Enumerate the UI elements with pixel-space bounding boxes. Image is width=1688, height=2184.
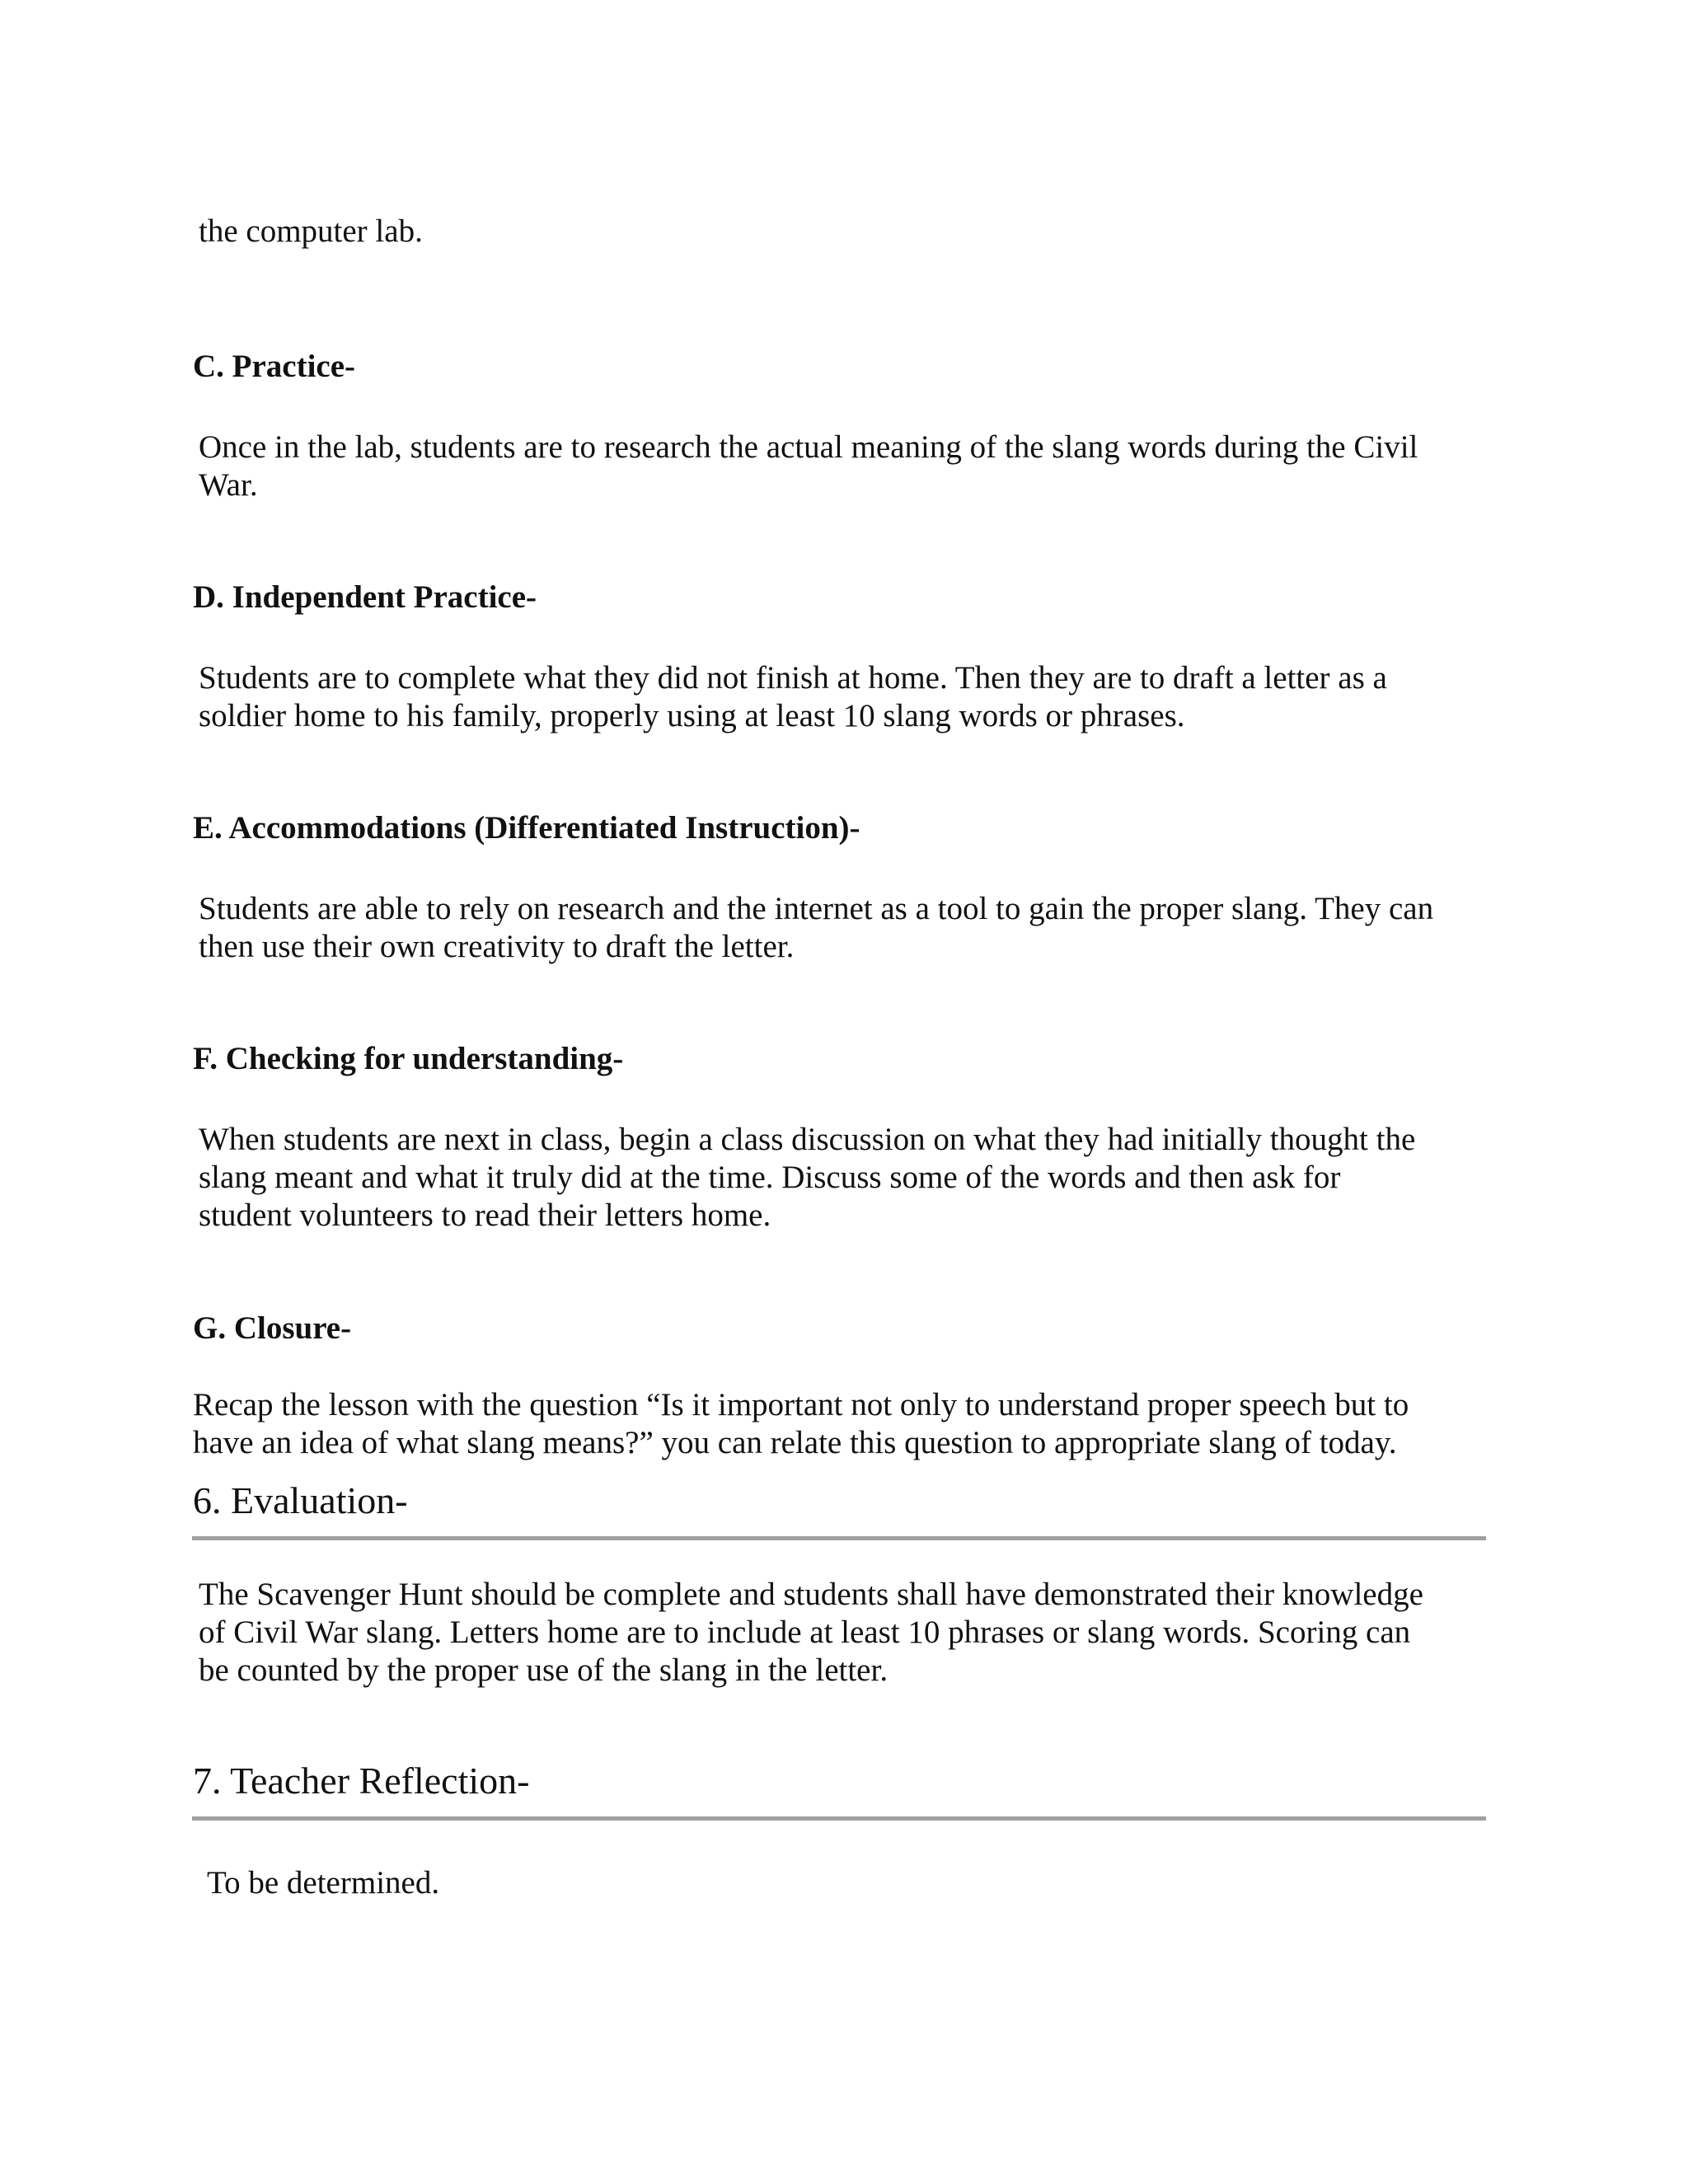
independent-practice-text-line-2: soldier home to his family, properly using at least 10 slang words or phrases.: [199, 698, 1185, 733]
evaluation-text-line-1: The Scavenger Hunt should be complete and students shall have demonstrated their knowledge: [199, 1577, 1423, 1612]
practice-heading: C. Practice-: [193, 349, 356, 384]
teacher-reflection-title: 7. Teacher Reflection-: [193, 1760, 530, 1802]
teacher-reflection-text: To be determined.: [207, 1865, 440, 1900]
accommodations-text-line-1: Students are able to rely on research and the internet as a tool to gain the proper slang. They can: [199, 891, 1434, 926]
evaluation-title: 6. Evaluation-: [193, 1479, 408, 1521]
practice-text-line-1: Once in the lab, students are to research the actual meaning of the slang words during the Civil: [199, 429, 1418, 465]
independent-practice-text-line-1: Students are to complete what they did not finish at home. Then they are to draft a letter as a: [199, 660, 1387, 696]
evaluation-divider: [192, 1536, 1486, 1540]
checking-heading: F. Checking for understanding-: [193, 1041, 624, 1076]
accommodations-text-line-2: then use their own creativity to draft the letter.: [199, 929, 795, 964]
practice-text-line-2: War.: [199, 467, 258, 503]
checking-text-line-3: student volunteers to read their letters home.: [199, 1197, 771, 1233]
evaluation-text-line-3: be counted by the proper use of the slang in the letter.: [199, 1652, 889, 1688]
accommodations-heading: E. Accommodations (Differentiated Instruction)-: [193, 810, 860, 846]
teacher-reflection-divider: [192, 1816, 1486, 1821]
intro-text: the computer lab.: [199, 213, 423, 249]
closure-text-line-1: Recap the lesson with the question “Is it important not only to understand proper speech but to: [193, 1387, 1409, 1422]
closure-text-line-2: have an idea of what slang means?” you can relate this question to appropriate slang of today.: [193, 1425, 1397, 1460]
independent-practice-heading: D. Independent Practice-: [193, 579, 537, 615]
checking-text-line-1: When students are next in class, begin a class discussion on what they had initially thought the: [199, 1122, 1416, 1157]
closure-heading: G. Closure-: [193, 1310, 352, 1346]
checking-text-line-2: slang meant and what it truly did at the time. Discuss some of the words and then ask for: [199, 1160, 1341, 1195]
evaluation-text-line-2: of Civil War slang. Letters home are to include at least 10 phrases or slang words. Scoring can: [199, 1615, 1411, 1650]
